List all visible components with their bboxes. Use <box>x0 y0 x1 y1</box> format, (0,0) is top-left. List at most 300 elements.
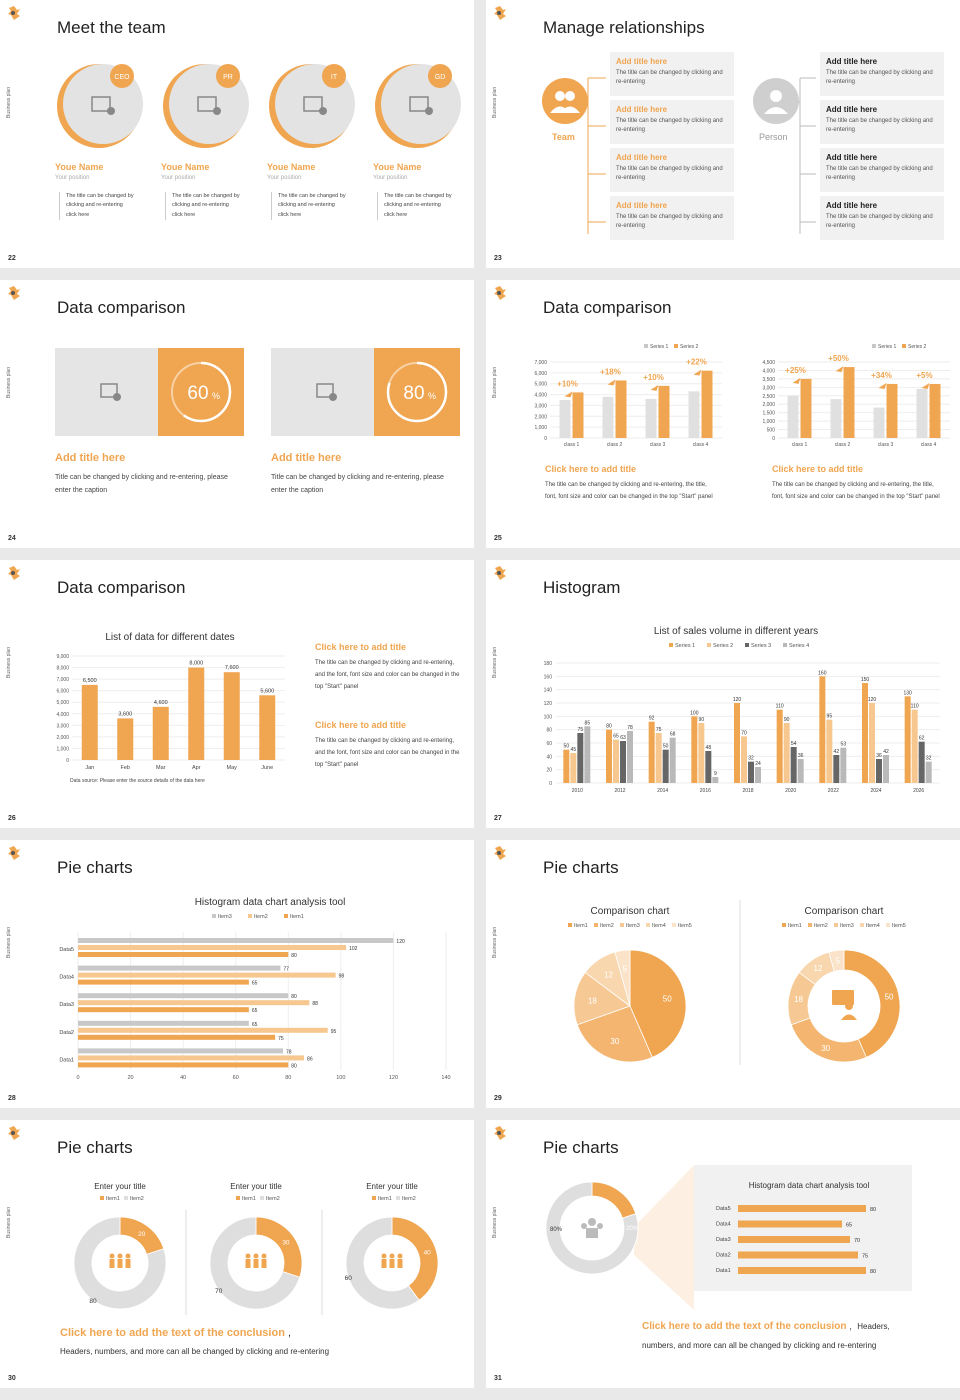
conclusion-line <box>642 1321 890 1332</box>
slice-label: 20% <box>625 1226 639 1232</box>
slide-24[interactable] <box>0 280 474 548</box>
relationship-card <box>610 148 734 192</box>
people-icon <box>246 1254 251 1259</box>
legend-swatch <box>248 914 252 918</box>
slice-label: 5 <box>835 956 840 966</box>
bar <box>78 973 336 978</box>
people-icon <box>382 1254 387 1259</box>
x-tick-label: class 1 <box>563 442 580 448</box>
slice-label: 70 <box>215 1288 223 1296</box>
card-description: The title can be changed by clicking and re-entering <box>826 166 933 181</box>
percent-value: 60 <box>187 383 209 404</box>
bar <box>738 1221 842 1228</box>
add-icon <box>107 107 115 115</box>
percent-unit: % <box>427 391 437 401</box>
relationship-card <box>820 100 944 144</box>
bar <box>798 759 804 783</box>
data-label: 53 <box>840 741 847 748</box>
team-icon <box>588 1218 596 1226</box>
data-source: Data source: Please enter the source details of the data here <box>70 778 205 784</box>
member-name: Youe Name <box>55 162 104 172</box>
add-icon <box>113 393 121 401</box>
slide-title: Pie charts <box>543 858 619 877</box>
card-description: The title can be changed by clicking and re-entering <box>826 214 933 229</box>
card-title: Add title here <box>826 105 878 114</box>
legend-label: Item2 <box>600 923 614 929</box>
member-position: Your position <box>55 175 90 181</box>
x-tick-label: 2018 <box>742 788 754 794</box>
legend-swatch <box>782 923 786 927</box>
x-tick-label: 2022 <box>827 788 839 794</box>
vertical-label: Business plan <box>492 366 498 398</box>
y-tick-label: 20 <box>546 767 552 774</box>
data-label: 54 <box>790 741 797 747</box>
data-label: 80 <box>606 723 612 730</box>
slide-title: Pie charts <box>543 1138 619 1157</box>
legend-label: Item1 <box>242 1196 256 1202</box>
data-label: 63 <box>620 735 626 741</box>
data-label: 95 <box>330 1028 337 1035</box>
data-label: 32 <box>925 755 932 762</box>
slide-29[interactable] <box>486 840 960 1108</box>
chart-years <box>526 620 946 800</box>
bar <box>734 703 740 783</box>
conclusion-separator: , <box>287 1327 292 1339</box>
bar <box>78 1055 304 1060</box>
item-title: Add title here <box>271 452 342 464</box>
data-label: 80 <box>291 1063 297 1070</box>
slide-25[interactable] <box>486 280 960 548</box>
chart-horizontal-bars <box>40 890 460 1085</box>
card-description: The title can be changed by clicking and re-entering <box>616 166 723 181</box>
x-tick-label: 120 <box>388 1075 399 1081</box>
bar <box>738 1252 858 1259</box>
legend-swatch <box>886 923 890 927</box>
growth-arrow-icon <box>836 366 844 372</box>
legend-swatch <box>745 643 749 647</box>
member-description: The title can be changed by clicking and re-entering click here <box>377 192 453 220</box>
slide-title: Meet the team <box>57 18 166 37</box>
bar <box>738 1267 866 1274</box>
y-tick-label: 180 <box>543 661 552 667</box>
slide-22[interactable] <box>0 0 474 268</box>
item-description: Title can be changed by clicking and re-entering, please enter the caption <box>271 474 444 495</box>
panel-description: The title can be changed by clicking and re-entering, the title, font, font size and color can be changed in the top "Start" panel <box>772 482 940 500</box>
y-tick-label: 2,000 <box>534 414 547 421</box>
member-name: Youe Name <box>373 162 422 172</box>
legend-label: Series 1 <box>650 344 669 350</box>
growth-label: +25% <box>785 365 806 375</box>
data-label: 36 <box>797 753 804 759</box>
bar <box>698 723 704 783</box>
bar <box>78 980 249 985</box>
pie-slice <box>791 1018 866 1062</box>
item-description: Title can be changed by clicking and re-entering, please enter the caption <box>55 474 228 495</box>
y-tick-label: 1,000 <box>534 425 547 432</box>
legend-swatch <box>620 923 624 927</box>
bar <box>831 399 842 438</box>
bar <box>259 695 275 760</box>
bar <box>570 753 576 783</box>
growth-arrow-icon <box>922 383 930 389</box>
bar <box>912 710 918 783</box>
data-label: 85 <box>584 720 591 727</box>
data-label: 100 <box>690 710 699 717</box>
member-description: The title can be changed by clicking and re-entering click here <box>165 192 241 220</box>
card-description: The title can be changed by clicking and re-entering <box>616 214 723 229</box>
panel-title[interactable]: Click here to add title <box>315 720 407 730</box>
data-label: 88 <box>312 1001 318 1008</box>
data-label: 3,600 <box>118 711 133 718</box>
y-tick-label: Data5 <box>716 1206 731 1212</box>
card-description: The title can be changed by clicking and re-entering <box>616 70 723 85</box>
bar <box>78 952 288 957</box>
data-label: 70 <box>741 730 747 737</box>
percent-value: 80 <box>403 383 425 404</box>
y-tick-label: 0 <box>772 436 775 442</box>
data-label: 75 <box>655 727 662 733</box>
legend-label: Series 2 <box>908 344 927 350</box>
bar <box>620 741 626 783</box>
card-title: Add title here <box>616 201 668 210</box>
page-number: 23 <box>494 255 502 262</box>
conclusion-link[interactable]: Click here to add the text of the conclusion <box>60 1327 285 1339</box>
chart-title: List of data for different dates <box>105 632 235 643</box>
relationship-card <box>610 196 734 240</box>
slide-28[interactable] <box>0 840 474 1108</box>
data-label: 65 <box>846 1222 853 1229</box>
data-label: 4,600 <box>153 699 168 706</box>
member-avatar <box>267 60 359 152</box>
x-tick-label: 100 <box>336 1075 346 1081</box>
y-tick-label: Data3 <box>59 1002 74 1009</box>
page-number: 30 <box>8 1375 16 1382</box>
panel-description: The title can be changed by clicking and re-entering, and the font, font size and color can be changed in the top "Start" panel <box>315 738 460 768</box>
slice-label: 40 <box>423 1249 431 1257</box>
add-icon <box>213 107 221 115</box>
slice-label: 50 <box>884 992 894 1002</box>
slide-30[interactable] <box>0 1120 474 1388</box>
add-icon <box>329 393 337 401</box>
slide-31[interactable] <box>486 1120 960 1388</box>
bar <box>801 379 812 438</box>
y-tick-label: Data4 <box>59 974 74 981</box>
people-icon <box>390 1259 395 1268</box>
y-tick-label: 2,000 <box>762 402 775 409</box>
bar <box>153 707 169 760</box>
legend-swatch <box>860 923 864 927</box>
legend-label: Item4 <box>866 923 880 929</box>
people-icon <box>398 1254 403 1259</box>
y-tick-label: 60 <box>546 741 552 747</box>
x-tick-label: 2012 <box>614 788 626 794</box>
legend-label: Item2 <box>814 923 828 929</box>
slice-label: 12 <box>604 970 613 980</box>
bar <box>741 736 747 783</box>
bar <box>755 767 761 783</box>
legend-swatch <box>260 1196 264 1200</box>
legend-label: Series 2 <box>680 344 699 350</box>
bar <box>791 747 797 783</box>
bar <box>78 966 280 971</box>
card-title: Add title here <box>616 57 668 66</box>
data-label: 95 <box>826 713 833 720</box>
data-label: 75 <box>862 1253 869 1260</box>
y-tick-label: 500 <box>766 427 775 434</box>
slide-title: Data comparison <box>57 298 186 317</box>
image-placeholder-icon <box>315 382 339 402</box>
growth-label: +5% <box>916 370 933 380</box>
y-tick-label: 2,500 <box>762 393 775 400</box>
legend-label: Series 1 <box>675 643 696 649</box>
panel-title[interactable]: Click here to add title <box>315 642 407 652</box>
data-label: 8,000 <box>189 660 204 667</box>
legend-swatch <box>707 643 711 647</box>
bar <box>78 1021 249 1026</box>
data-label: 9 <box>713 771 717 777</box>
bar <box>560 400 571 438</box>
card-title: Add title here <box>826 57 878 66</box>
legend-swatch <box>646 923 650 927</box>
slice-label: 18 <box>587 996 597 1006</box>
y-tick-label: 6,000 <box>56 688 69 695</box>
logo-icon <box>8 286 20 300</box>
bar <box>616 380 627 438</box>
legend-label: Series 4 <box>789 643 810 649</box>
slide-title: Pie charts <box>57 1138 133 1157</box>
y-tick-label: 4,500 <box>762 360 775 366</box>
x-tick-label: class 3 <box>649 442 666 448</box>
page-number: 25 <box>494 535 502 542</box>
data-label: 90 <box>783 717 790 723</box>
x-tick-label: class 4 <box>692 442 709 448</box>
bar <box>691 716 697 783</box>
percent-ring <box>166 357 236 427</box>
bar <box>926 762 932 783</box>
legend-label: Item2 <box>254 914 268 920</box>
bar <box>613 740 619 783</box>
people-icon <box>110 1254 115 1259</box>
y-tick-label: 3,000 <box>762 385 775 392</box>
card-description: The title can be changed by clicking and re-entering <box>616 118 723 133</box>
data-label: 75 <box>278 1035 284 1042</box>
data-label: 65 <box>613 733 619 740</box>
member-name: Youe Name <box>161 162 210 172</box>
x-tick-label: 2024 <box>870 788 882 794</box>
relationship-card <box>610 52 734 96</box>
slice-label: 60 <box>344 1275 352 1283</box>
data-label: 150 <box>860 677 870 683</box>
slide-title: Pie charts <box>57 858 133 877</box>
vertical-label: Business plan <box>6 366 12 398</box>
legend-label: Item3 <box>218 914 232 920</box>
x-tick-label: class 3 <box>877 442 894 448</box>
conclusion-note: Headers, numbers, and more can all be changed by clicking and re-entering <box>60 1347 330 1356</box>
legend-label: Series 1 <box>878 344 897 350</box>
card-title: Add title here <box>826 201 878 210</box>
data-label: 5,600 <box>260 688 275 695</box>
legend-swatch <box>808 923 812 927</box>
vertical-label: Business plan <box>6 86 12 118</box>
data-label: 7,600 <box>224 665 239 672</box>
data-label: 50 <box>662 743 669 750</box>
x-tick-label: class 2 <box>834 442 851 448</box>
people-icon <box>118 1259 123 1268</box>
x-tick-label: 140 <box>441 1075 451 1081</box>
x-tick-label: class 1 <box>791 442 808 448</box>
add-icon <box>425 107 433 115</box>
page-number: 24 <box>8 535 16 542</box>
growth-label: +50% <box>828 354 849 364</box>
legend-swatch <box>396 1196 400 1200</box>
add-icon <box>319 107 327 115</box>
member-badge: IT <box>330 74 338 81</box>
x-tick-label: class 2 <box>606 442 623 448</box>
x-tick-label: 20 <box>127 1075 134 1081</box>
growth-arrow-icon <box>879 383 887 389</box>
y-tick-label: 80 <box>546 727 552 734</box>
legend-swatch <box>594 923 598 927</box>
pie-slice <box>256 1217 302 1277</box>
bar <box>224 672 240 760</box>
legend-label: Item1 <box>788 923 802 929</box>
y-tick-label: 1,000 <box>56 746 69 753</box>
people-icon <box>118 1254 123 1259</box>
slide-26[interactable] <box>0 560 474 828</box>
panel-description: The title can be changed by clicking and re-entering, the title, font, font size and color can be changed in the top "Start" panel <box>545 482 713 500</box>
slice-label: 80% <box>549 1227 563 1233</box>
legend-label: Item5 <box>678 923 692 929</box>
legend-swatch <box>568 923 572 927</box>
slice-label: 12 <box>813 964 823 974</box>
conclusion-link[interactable]: Click here to add the text of the conclusion <box>642 1321 847 1332</box>
vertical-label: Business plan <box>492 86 498 118</box>
bar <box>840 748 846 783</box>
people-icon <box>254 1259 259 1268</box>
people-icon <box>262 1259 267 1268</box>
bar <box>670 738 676 783</box>
legend-swatch <box>644 344 648 348</box>
panel-title[interactable]: Click here to add title <box>545 464 637 474</box>
y-tick-label: 5,000 <box>56 700 69 707</box>
people-icon <box>262 1254 267 1259</box>
legend-label: Item3 <box>840 923 854 929</box>
growth-label: +18% <box>600 367 621 377</box>
growth-label: +10% <box>643 372 664 382</box>
legend-label: Item3 <box>626 923 640 929</box>
people-icon <box>398 1259 403 1268</box>
data-label: 6,500 <box>82 677 97 684</box>
member-position: Your position <box>267 175 302 181</box>
member-position: Your position <box>161 175 196 181</box>
slice-label: 20 <box>138 1231 146 1239</box>
x-tick-label: 0 <box>76 1075 80 1081</box>
data-label: 48 <box>705 745 712 751</box>
card-title: Add title here <box>826 153 878 162</box>
card-description: The title can be changed by clicking and re-entering <box>826 70 933 85</box>
legend-label: Item1 <box>574 923 588 929</box>
member-badge: PR <box>223 74 233 81</box>
data-label: 120 <box>396 939 405 945</box>
x-tick-label: class 4 <box>920 442 937 448</box>
y-tick-label: Data5 <box>59 947 74 953</box>
y-tick-label: Data1 <box>716 1268 731 1274</box>
image-placeholder-icon <box>99 382 123 402</box>
y-tick-label: 140 <box>543 687 552 694</box>
chart-title: Enter your title <box>230 1182 282 1191</box>
legend <box>644 344 699 350</box>
bar <box>78 1062 288 1067</box>
bar <box>869 703 875 783</box>
member-avatar <box>373 60 465 152</box>
data-label: 65 <box>251 980 258 987</box>
member-avatar <box>55 60 147 152</box>
logo-icon <box>494 286 506 300</box>
legend-swatch <box>284 914 288 918</box>
x-tick-label: 40 <box>180 1075 187 1081</box>
conclusion-tail: ，Headers, <box>849 1322 890 1331</box>
slide-title: Manage relationships <box>543 18 705 37</box>
bar <box>833 755 839 783</box>
bar <box>78 1048 283 1053</box>
bar <box>627 731 633 783</box>
data-label: 160 <box>818 670 827 677</box>
bar <box>78 1028 328 1033</box>
bar <box>78 993 288 998</box>
highlight-wedge <box>634 1165 694 1310</box>
data-label: 102 <box>349 946 358 952</box>
y-tick-label: 4,000 <box>56 711 69 718</box>
bar <box>919 742 925 783</box>
y-tick-label: 4,000 <box>534 392 547 399</box>
growth-label: +22% <box>686 357 707 367</box>
data-label: 120 <box>867 697 877 703</box>
slide-27[interactable] <box>486 560 960 828</box>
people-icon <box>110 1259 115 1268</box>
x-tick-label: Apr <box>191 765 201 771</box>
people-icon <box>254 1254 259 1259</box>
legend-swatch <box>100 1196 104 1200</box>
y-tick-label: 1,000 <box>762 419 775 426</box>
data-label: 86 <box>307 1056 313 1063</box>
pie-slice <box>392 1217 438 1300</box>
chart-title: Enter your title <box>94 1182 146 1191</box>
growth-label: +34% <box>871 370 892 380</box>
bar <box>577 733 583 783</box>
x-tick-label: 2020 <box>785 788 797 794</box>
vertical-label: Business plan <box>6 1206 12 1238</box>
data-label: 80 <box>291 994 297 1001</box>
legend-swatch <box>669 643 673 647</box>
bar <box>603 397 614 438</box>
bar <box>777 710 783 783</box>
page-number: 31 <box>494 1375 502 1382</box>
x-tick-label: 60 <box>232 1075 239 1081</box>
slide-23[interactable] <box>486 0 960 268</box>
panel-title[interactable]: Click here to add title <box>772 464 864 474</box>
y-tick-label: Data3 <box>716 1237 731 1243</box>
person-label: Person <box>759 132 788 142</box>
y-tick-label: 7,000 <box>56 677 69 684</box>
vertical-label: Business plan <box>492 1206 498 1238</box>
y-tick-label: Data2 <box>59 1029 74 1036</box>
x-tick-label: May <box>226 765 237 771</box>
data-label: 36 <box>876 753 882 759</box>
data-label: 80 <box>870 1207 877 1213</box>
slide-title: Histogram <box>543 578 621 597</box>
data-label: 68 <box>669 731 676 738</box>
data-label: 45 <box>570 747 577 753</box>
